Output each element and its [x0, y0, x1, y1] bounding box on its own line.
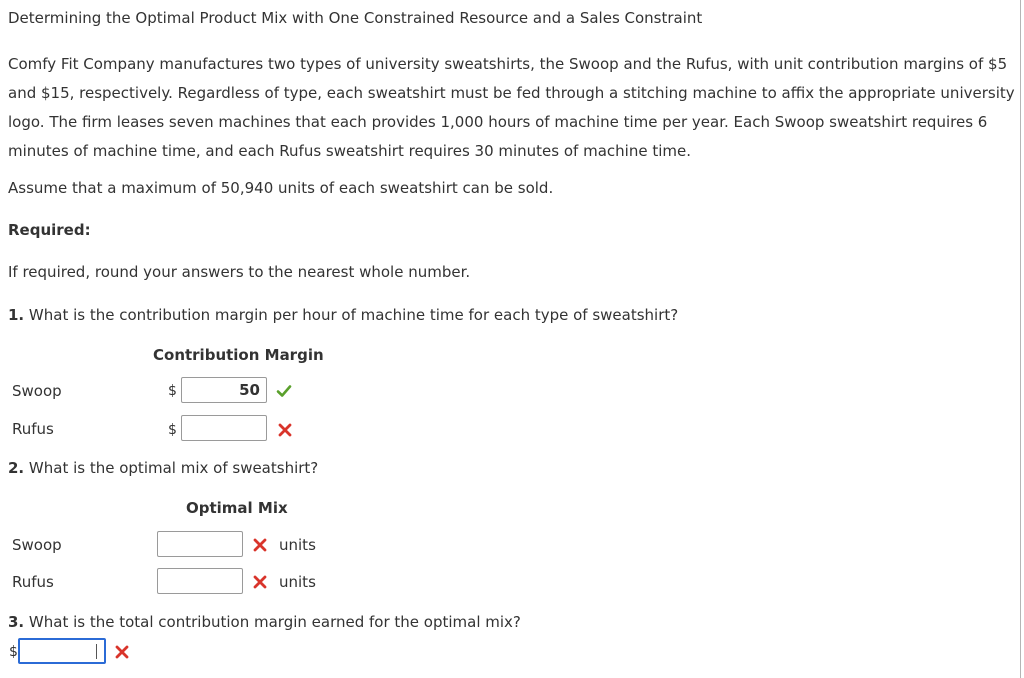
- q2-number: 2.: [8, 459, 25, 477]
- x-icon: [277, 422, 293, 438]
- problem-statement: [8, 50, 1018, 166]
- required-heading: Required:: [8, 221, 91, 239]
- q2-swoop-label: Swoop: [12, 536, 62, 554]
- q1-prompt: [8, 305, 678, 325]
- text-caret: [96, 644, 97, 659]
- q3-dollar: $: [9, 644, 18, 660]
- q1-text: What is the contribution margin per hour of machine time for each type of sweatshirt?: [28, 306, 679, 324]
- q3-prompt: [8, 612, 521, 632]
- q2-rufus-unit: units: [279, 573, 316, 591]
- page-title: Determining the Optimal Product Mix with One Constrained Resource and a Sales Constraint: [8, 9, 703, 27]
- rounding-note: If required, round your answers to the nearest whole number.: [8, 263, 471, 281]
- q1-number: 1.: [8, 306, 25, 324]
- q1-swoop-label: Swoop: [12, 382, 62, 400]
- x-icon: [252, 574, 268, 590]
- q2-swoop-input[interactable]: [157, 531, 243, 557]
- q1-swoop-input[interactable]: 50: [181, 377, 267, 403]
- q2-rufus-input[interactable]: [157, 568, 243, 594]
- q1-column-header: Contribution Margin: [153, 346, 324, 364]
- q2-swoop-unit: units: [279, 536, 316, 554]
- q3-text: What is the total contribution margin earned for the optimal mix?: [28, 613, 521, 631]
- q2-text: What is the optimal mix of sweatshirt?: [28, 459, 319, 477]
- q1-rufus-dollar: $: [168, 422, 177, 438]
- q2-rufus-label: Rufus: [12, 573, 54, 591]
- q3-total-input[interactable]: [18, 638, 106, 664]
- x-icon: [252, 537, 268, 553]
- q2-prompt: [8, 458, 318, 478]
- q1-rufus-input[interactable]: [181, 415, 267, 441]
- check-icon: [276, 383, 292, 399]
- q3-number: 3.: [8, 613, 25, 631]
- x-icon: [114, 644, 130, 660]
- q1-swoop-dollar: $: [168, 383, 177, 399]
- assumption-text: Assume that a maximum of 50,940 units of each sweatshirt can be sold.: [8, 179, 554, 197]
- q2-column-header: Optimal Mix: [186, 499, 288, 517]
- q1-rufus-label: Rufus: [12, 420, 54, 438]
- intro-paragraph: Comfy Fit Company manufactures two types of university sweatshirts, the Swoop and the Rufus, with unit contribution margins of $5 and $15, respectively. Regardless of type, each sweatshirt must be fed through a stitching machine to affix the appropriate university logo. The firm leases seven machines that each provides 1,000 hours of machine time per year. Each Swoop sweatshirt requires 6 minutes of machine time, and each Rufus sweatshirt requires 30 minutes of machine time.: [8, 55, 1015, 160]
